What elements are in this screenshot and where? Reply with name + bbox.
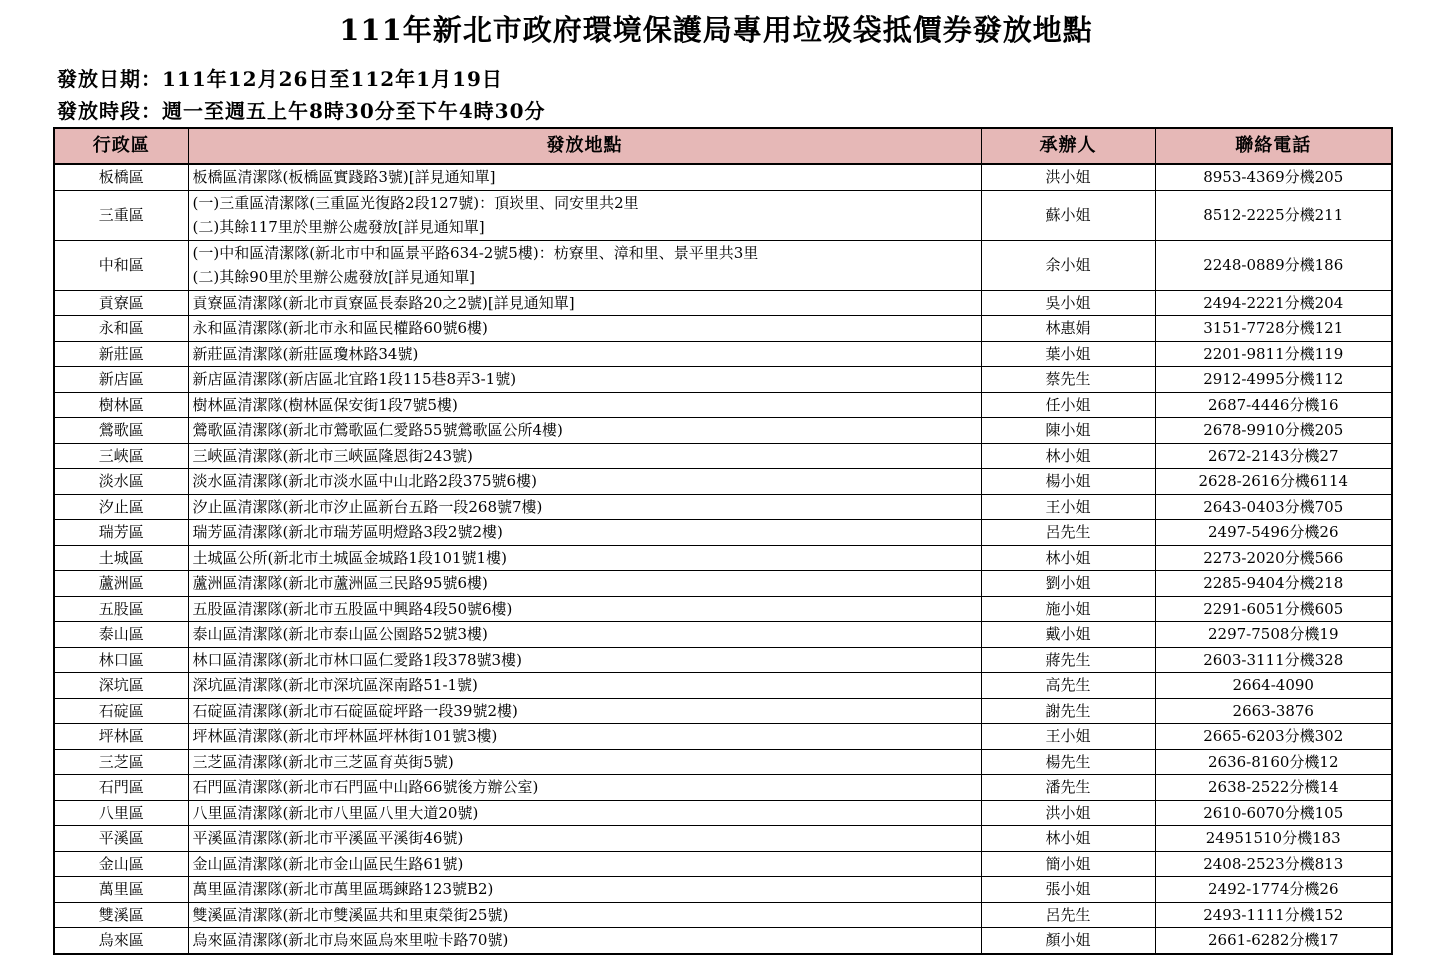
location-line: 永和區清潔隊(新北市永和區民權路60號6樓) xyxy=(192,319,488,337)
district-cell: 烏來區 xyxy=(54,928,188,954)
phone-cell: 2492-1774分機26 xyxy=(1155,877,1392,903)
contact-cell: 林小姐 xyxy=(981,443,1155,469)
contact-cell: 潘先生 xyxy=(981,775,1155,801)
location-line: 貢寮區清潔隊(新北市貢寮區長泰路20之2號)[詳見通知單] xyxy=(192,293,575,312)
contact-cell: 任小姐 xyxy=(981,392,1155,418)
location-line: 石門區清潔隊(新北市石門區中山路66號後方辦公室) xyxy=(192,778,539,796)
location-cell xyxy=(188,749,981,775)
location-line: 泰山區清潔隊(新北市泰山區公園路52號3樓) xyxy=(192,625,488,643)
location-cell xyxy=(188,596,981,622)
contact-cell: 呂先生 xyxy=(981,902,1155,928)
table-header xyxy=(54,128,1392,164)
phone-cell: 2610-6070分機105 xyxy=(1155,800,1392,826)
location-line: 坪林區清潔隊(新北市坪林區坪林街101號3樓) xyxy=(192,727,498,745)
table-row xyxy=(54,494,1392,520)
location-line: 樹林區清潔隊(樹林區保安街1段7號5樓) xyxy=(192,395,458,414)
district-cell: 貢寮區 xyxy=(54,290,188,316)
distribution-date: 發放日期：111年12月26日至112年1月19日 xyxy=(57,67,503,91)
location-cell xyxy=(188,928,981,954)
contact-cell: 葉小姐 xyxy=(981,341,1155,367)
phone-cell: 2638-2522分機14 xyxy=(1155,775,1392,801)
table-row xyxy=(54,341,1392,367)
district-cell: 瑞芳區 xyxy=(54,520,188,546)
phone-cell: 2628-2616分機6114 xyxy=(1155,469,1392,495)
location-cell xyxy=(188,316,981,342)
district-cell: 三重區 xyxy=(54,190,188,240)
location-line: (一)中和區清潔隊(新北市中和區景平路634-2號5樓)：枋寮里、漳和里、景平里共3里 xyxy=(192,243,759,262)
contact-cell: 蘇小姐 xyxy=(981,190,1155,240)
district-cell: 新莊區 xyxy=(54,341,188,367)
district-cell: 中和區 xyxy=(54,240,188,290)
district-cell: 五股區 xyxy=(54,596,188,622)
district-cell: 三峽區 xyxy=(54,443,188,469)
location-cell xyxy=(188,443,981,469)
phone-cell: 2273-2020分機566 xyxy=(1155,545,1392,571)
location-line: 三芝區清潔隊(新北市三芝區育英街5號) xyxy=(192,752,454,771)
location-cell xyxy=(188,240,981,290)
location-line: 汐止區清潔隊(新北市汐止區新台五路一段268號7樓) xyxy=(192,497,543,516)
phone-cell: 3151-7728分機121 xyxy=(1155,316,1392,342)
location-cell xyxy=(188,469,981,495)
location-line: 雙溪區清潔隊(新北市雙溪區共和里東榮街25號) xyxy=(192,905,509,924)
table-row xyxy=(54,240,1392,290)
location-line: 金山區清潔隊(新北市金山區民生路61號) xyxy=(192,854,464,873)
table-row xyxy=(54,571,1392,597)
location-cell xyxy=(188,826,981,852)
table-row xyxy=(54,316,1392,342)
phone-cell: 2493-1111分機152 xyxy=(1155,902,1392,928)
district-cell: 永和區 xyxy=(54,316,188,342)
district-cell: 新店區 xyxy=(54,367,188,393)
phone-cell: 2678-9910分機205 xyxy=(1155,418,1392,444)
district-cell: 蘆洲區 xyxy=(54,571,188,597)
header-row xyxy=(54,128,1392,164)
location-line: 深坑區清潔隊(新北市深坑區深南路51-1號) xyxy=(192,676,478,694)
phone-cell: 24951510分機183 xyxy=(1155,826,1392,852)
contact-cell: 呂先生 xyxy=(981,520,1155,546)
phone-cell: 2643-0403分機705 xyxy=(1155,494,1392,520)
phone-cell: 2672-2143分機27 xyxy=(1155,443,1392,469)
table-row xyxy=(54,469,1392,495)
district-cell: 平溪區 xyxy=(54,826,188,852)
phone-cell: 2661-6282分機17 xyxy=(1155,928,1392,954)
table-row xyxy=(54,775,1392,801)
location-cell xyxy=(188,520,981,546)
table-row xyxy=(54,851,1392,877)
district-cell: 三芝區 xyxy=(54,749,188,775)
table-row xyxy=(54,596,1392,622)
district-cell: 萬里區 xyxy=(54,877,188,903)
location-line: 瑞芳區清潔隊(新北市瑞芳區明燈路3段2號2樓) xyxy=(192,523,503,541)
location-cell xyxy=(188,341,981,367)
district-cell: 樹林區 xyxy=(54,392,188,418)
phone-cell: 2636-8160分機12 xyxy=(1155,749,1392,775)
contact-cell: 蔣先生 xyxy=(981,647,1155,673)
contact-cell: 王小姐 xyxy=(981,494,1155,520)
phone-cell: 8953-4369分機205 xyxy=(1155,164,1392,190)
table-row xyxy=(54,290,1392,316)
location-cell xyxy=(188,418,981,444)
phone-cell: 2603-3111分機328 xyxy=(1155,647,1392,673)
column-header-contact: 承辦人 xyxy=(981,128,1155,164)
contact-cell: 楊先生 xyxy=(981,749,1155,775)
district-cell: 泰山區 xyxy=(54,622,188,648)
phone-cell: 2664-4090 xyxy=(1155,673,1392,699)
location-line: 石碇區清潔隊(新北市石碇區碇坪路一段39號2樓) xyxy=(192,701,518,720)
location-cell xyxy=(188,877,981,903)
location-line: 鶯歌區清潔隊(新北市鶯歌區仁愛路55號鶯歌區公所4樓) xyxy=(192,421,563,439)
location-line: 新莊區清潔隊(新莊區瓊林路34號) xyxy=(192,344,419,363)
contact-cell: 洪小姐 xyxy=(981,800,1155,826)
table-row xyxy=(54,800,1392,826)
contact-cell: 林小姐 xyxy=(981,545,1155,571)
table-row xyxy=(54,520,1392,546)
table-row xyxy=(54,698,1392,724)
contact-cell: 楊小姐 xyxy=(981,469,1155,495)
district-cell: 鶯歌區 xyxy=(54,418,188,444)
table-row xyxy=(54,877,1392,903)
location-cell xyxy=(188,392,981,418)
contact-cell: 施小姐 xyxy=(981,596,1155,622)
district-cell: 深坑區 xyxy=(54,673,188,699)
location-cell xyxy=(188,724,981,750)
location-line: 板橋區清潔隊(板橋區實踐路3號)[詳見通知單] xyxy=(192,168,496,186)
column-header-phone: 聯絡電話 xyxy=(1155,128,1392,164)
table-body xyxy=(54,164,1392,954)
phone-cell: 2201-9811分機119 xyxy=(1155,341,1392,367)
contact-cell: 吳小姐 xyxy=(981,290,1155,316)
location-line: 五股區清潔隊(新北市五股區中興路4段50號6樓) xyxy=(192,599,513,618)
table-row xyxy=(54,367,1392,393)
phone-cell: 2408-2523分機813 xyxy=(1155,851,1392,877)
location-cell xyxy=(188,164,981,190)
phone-cell: 8512-2225分機211 xyxy=(1155,190,1392,240)
phone-cell: 2687-4446分機16 xyxy=(1155,392,1392,418)
location-line: (二)其餘90里於里辦公處發放[詳見通知單] xyxy=(192,268,475,286)
district-cell: 雙溪區 xyxy=(54,902,188,928)
location-line: 平溪區清潔隊(新北市平溪區平溪街46號) xyxy=(192,829,464,847)
location-cell xyxy=(188,673,981,699)
contact-cell: 戴小姐 xyxy=(981,622,1155,648)
contact-cell: 陳小姐 xyxy=(981,418,1155,444)
location-cell xyxy=(188,290,981,316)
page-title: 111年新北市政府環境保護局專用垃圾袋抵價券發放地點 xyxy=(339,13,1093,47)
phone-cell: 2297-7508分機19 xyxy=(1155,622,1392,648)
table-row xyxy=(54,545,1392,571)
contact-cell: 王小姐 xyxy=(981,724,1155,750)
location-line: 八里區清潔隊(新北市八里區八里大道20號) xyxy=(192,803,479,822)
contact-cell: 高先生 xyxy=(981,673,1155,699)
table-row xyxy=(54,443,1392,469)
table-row xyxy=(54,190,1392,240)
table-row xyxy=(54,902,1392,928)
phone-cell: 2663-3876 xyxy=(1155,698,1392,724)
location-line: (一)三重區清潔隊(三重區光復路2段127號)：頂崁里、同安里共2里 xyxy=(192,193,639,212)
location-cell xyxy=(188,494,981,520)
contact-cell: 顏小姐 xyxy=(981,928,1155,954)
location-line: 三峽區清潔隊(新北市三峽區隆恩街243號) xyxy=(192,446,473,465)
contact-cell: 林惠娟 xyxy=(981,316,1155,342)
district-cell: 汐止區 xyxy=(54,494,188,520)
location-line: 萬里區清潔隊(新北市萬里區瑪鍊路123號B2) xyxy=(192,880,494,898)
table-row xyxy=(54,647,1392,673)
district-cell: 板橋區 xyxy=(54,164,188,190)
phone-cell: 2497-5496分機26 xyxy=(1155,520,1392,546)
location-cell xyxy=(188,647,981,673)
table-row xyxy=(54,418,1392,444)
location-line: (二)其餘117里於里辦公處發放[詳見通知單] xyxy=(192,218,485,236)
location-cell xyxy=(188,571,981,597)
location-line: 新店區清潔隊(新店區北宜路1段115巷8弄3-1號) xyxy=(192,370,517,388)
district-cell: 八里區 xyxy=(54,800,188,826)
district-cell: 石門區 xyxy=(54,775,188,801)
district-cell: 石碇區 xyxy=(54,698,188,724)
district-cell: 坪林區 xyxy=(54,724,188,750)
phone-cell: 2291-6051分機605 xyxy=(1155,596,1392,622)
location-cell xyxy=(188,545,981,571)
contact-cell: 蔡先生 xyxy=(981,367,1155,393)
location-cell xyxy=(188,800,981,826)
phone-cell: 2248-0889分機186 xyxy=(1155,240,1392,290)
location-line: 淡水區清潔隊(新北市淡水區中山北路2段375號6樓) xyxy=(192,472,537,490)
column-header-district: 行政區 xyxy=(54,128,188,164)
table-row xyxy=(54,622,1392,648)
contact-cell: 劉小姐 xyxy=(981,571,1155,597)
distribution-locations-table xyxy=(53,127,1393,955)
location-line: 蘆洲區清潔隊(新北市蘆洲區三民路95號6樓) xyxy=(192,574,488,592)
location-cell xyxy=(188,190,981,240)
distribution-time: 發放時段：週一至週五上午8時30分至下午4時30分 xyxy=(57,99,546,123)
table-row xyxy=(54,724,1392,750)
district-cell: 淡水區 xyxy=(54,469,188,495)
contact-cell: 余小姐 xyxy=(981,240,1155,290)
location-line: 烏來區清潔隊(新北市烏來區烏來里啦卡路70號) xyxy=(192,931,509,949)
location-cell xyxy=(188,902,981,928)
phone-cell: 2285-9404分機218 xyxy=(1155,571,1392,597)
contact-cell: 謝先生 xyxy=(981,698,1155,724)
phone-cell: 2912-4995分機112 xyxy=(1155,367,1392,393)
district-cell: 土城區 xyxy=(54,545,188,571)
table-row xyxy=(54,673,1392,699)
contact-cell: 林小姐 xyxy=(981,826,1155,852)
table-row xyxy=(54,826,1392,852)
location-line: 土城區公所(新北市土城區金城路1段101號1樓) xyxy=(192,548,507,567)
contact-cell: 洪小姐 xyxy=(981,164,1155,190)
phone-cell: 2665-6203分機302 xyxy=(1155,724,1392,750)
table-row xyxy=(54,392,1392,418)
district-cell: 林口區 xyxy=(54,647,188,673)
table-row xyxy=(54,749,1392,775)
district-cell: 金山區 xyxy=(54,851,188,877)
location-cell xyxy=(188,698,981,724)
location-cell xyxy=(188,622,981,648)
location-cell xyxy=(188,775,981,801)
contact-cell: 簡小姐 xyxy=(981,851,1155,877)
location-line: 林口區清潔隊(新北市林口區仁愛路1段378號3樓) xyxy=(192,650,522,669)
column-header-location: 發放地點 xyxy=(188,128,981,164)
location-cell xyxy=(188,851,981,877)
contact-cell: 張小姐 xyxy=(981,877,1155,903)
location-cell xyxy=(188,367,981,393)
phone-cell: 2494-2221分機204 xyxy=(1155,290,1392,316)
table-row xyxy=(54,928,1392,954)
table-row xyxy=(54,164,1392,190)
